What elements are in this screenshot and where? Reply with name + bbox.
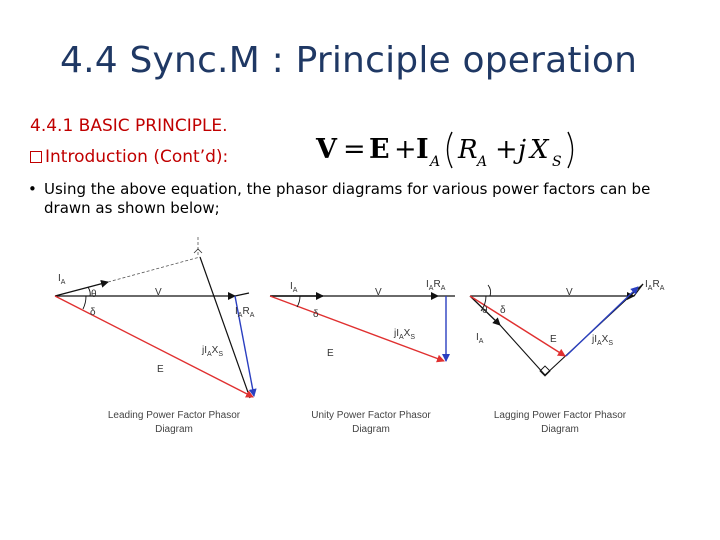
intro-line [30, 147, 228, 167]
leading-label-delta: δ [90, 307, 96, 318]
eq-V: V [316, 134, 337, 165]
eq-plus: + [394, 134, 417, 165]
eq-I: I [416, 134, 429, 165]
unity-label-jIAXS: $jI_AX_S$ [394, 328, 416, 341]
leading-label-IARA: $I_AR_A$ [235, 306, 255, 319]
lagging-label-E: E [550, 334, 557, 345]
lagging-label-IARA: $I_AR_A$ [645, 279, 665, 292]
leading-label-IA: $I_A$ [58, 273, 66, 286]
intro-text: Introduction (Cont’d): [45, 147, 229, 167]
unity-label-IA: $I_A$ [290, 281, 298, 294]
eq-right-paren [568, 132, 573, 168]
lagging-pf-diagram [470, 279, 665, 435]
lagging-caption-line2: Diagram [541, 424, 579, 435]
lagging-delta-arc [488, 285, 491, 296]
leading-label-jIAXS: $jI_AX_S$ [202, 345, 224, 358]
leading-E-phasor [55, 296, 253, 397]
checkbox-bullet-icon [30, 151, 42, 163]
leading-pf-diagram [55, 237, 255, 435]
eq-left-paren [448, 132, 453, 168]
leading-caption-line2: Diagram [155, 424, 193, 435]
eq-j: j [518, 135, 527, 165]
leading-IA-extension [108, 257, 200, 282]
unity-E-phasor [270, 296, 444, 361]
unity-label-V: V [375, 287, 382, 298]
leading-IARA-phasor [235, 293, 249, 296]
phasor-diagrams [0, 225, 720, 445]
lagging-IA-extension [500, 325, 545, 375]
eq-plus-2: + [495, 134, 518, 165]
eq-X-sub: S [552, 154, 562, 170]
unity-label-IARA: $I_AR_A$ [426, 279, 446, 292]
voltage-equation [312, 124, 594, 172]
slide-title: 4.4 Sync.M : Principle operation [60, 40, 638, 81]
lagging-label-theta: θ [482, 305, 488, 316]
lagging-jIAXS-phasor [566, 287, 638, 356]
lagging-label-IA: $I_A$ [476, 332, 484, 345]
eq-R: R [458, 135, 478, 165]
unity-delta-arc [297, 296, 300, 307]
section-heading: 4.4.1 BASIC PRINCIPLE. [30, 116, 228, 136]
lagging-label-jIAXS: $jI_AX_S$ [592, 334, 614, 347]
leading-delta-arc [83, 296, 86, 309]
lagging-label-V: V [566, 287, 573, 298]
lagging-caption-line1: Lagging Power Factor Phasor [493, 410, 627, 421]
bullet-text: Using the above equation, the phasor diagrams for various power factors can be drawn as shown below; [44, 180, 651, 217]
leading-label-V: V [155, 287, 162, 298]
unity-label-delta: δ [313, 309, 319, 320]
eq-I-sub: A [430, 154, 441, 170]
leading-caption-line1: Leading Power Factor Phasor [107, 410, 241, 421]
eq-E: E [369, 134, 390, 165]
eq-equals: = [343, 134, 366, 165]
eq-X: X [530, 135, 549, 165]
leading-label-theta: θ [91, 289, 97, 300]
leading-theta-arc [88, 287, 90, 296]
leading-label-E: E [157, 364, 164, 375]
bullet-point [28, 180, 688, 218]
lagging-label-delta: δ [500, 305, 506, 316]
unity-caption-line2: Diagram [352, 424, 390, 435]
unity-caption-line1: Unity Power Factor Phasor [311, 410, 431, 421]
unity-pf-diagram [270, 279, 455, 435]
eq-R-sub: A [477, 154, 488, 170]
bullet-dot: • [28, 180, 37, 198]
leading-jIAXS-guide [200, 257, 250, 398]
unity-label-E: E [327, 348, 334, 359]
